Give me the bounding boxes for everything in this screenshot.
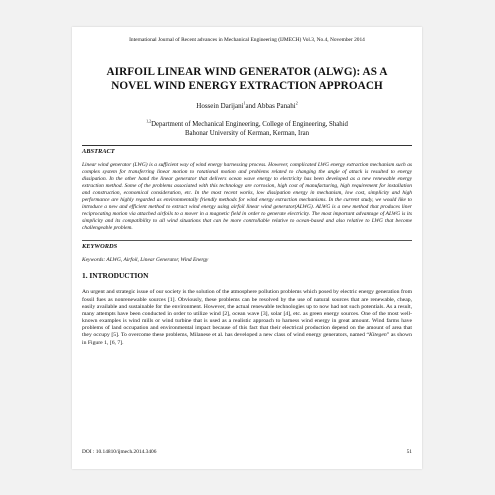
title-line-2: NOVEL WIND ENERGY EXTRACTION APPROACH — [111, 80, 383, 92]
affiliation-superscript: 1,2 — [146, 118, 152, 124]
keywords-heading: KEYWORDS — [82, 242, 118, 250]
page-content — [82, 37, 412, 347]
introduction-text-kitegen: Kitegen — [369, 332, 387, 339]
author-connector: and Abbas Panahi — [245, 102, 296, 110]
abstract-heading: ABSTRACT — [82, 148, 115, 155]
journal-header: International Journal of Recent advances in Mechanical Engineering (IJMECH) Vol.3, No.4, November 2014 — [129, 37, 365, 43]
affiliation-line-1-text: Department of Mechanical Engineering, College of Engineering, Shahid — [151, 121, 348, 128]
author-2-superscript: 2 — [295, 100, 298, 106]
footer-doi: DOI : 10.14810/ijmech.2014.3406 — [82, 449, 157, 455]
abstract-text: Linear wind generator (LWG) is a sufficient way of wind energy harnessing process. However, complicated LWG energy extraction mechanism such as complex system for transferring linear motion to rotational motion and problems related to changing the angle of attack is resulted to energy dissipation. In the other hand the linear generator that delivers ocean wave energy to electricity has been developed as a new renewable energy extraction method. Some of the problems associated with this technology are corrosion, high cost of manufacturing, high requirement for installation and construction, economical consideration, etc. In the most recent works, low dissipation energy in mechanism, low cost, simplicity and high performance are highly regarded as environmentally friendly methods for wind energy extraction mechanisms. In the current study, we would like to introduce a new and efficient method to extract wind energy using airfoil linear wind generator(ALWG). ALWG is a new method that produces liner reciprocating motion via attached airfoils to a mover in a magnetic field in order to generate electricity. The most important advantage of ALWG is its simplicity and its compatibility to all wind situations that can be more controllable relative to ocean-based and also relative to LWG that become challengeable problem. — [82, 162, 412, 231]
title-line-1: AIRFOIL LINEAR WIND GENERATOR (ALWG): AS A — [106, 66, 388, 78]
affiliation-line-2: Bahonar University of Kerman, Kerman, Iran — [185, 129, 309, 137]
keywords-text: Keywords: ALWG, Airfoil, Linear Generator, Wind Energy — [82, 256, 209, 263]
footer-page-number: 51 — [406, 449, 412, 455]
introduction-heading: 1. INTRODUCTION — [82, 271, 149, 281]
abstract-top-rule — [82, 145, 412, 146]
affiliation-line-1 — [82, 118, 412, 130]
keywords-rule — [82, 240, 412, 241]
page-footer — [82, 449, 412, 455]
affiliation — [82, 118, 412, 138]
introduction-text — [82, 289, 412, 346]
authors-line — [82, 102, 412, 111]
paper-page — [72, 27, 422, 469]
author-1-superscript: 1 — [243, 100, 246, 106]
author-1-name: Hossein Darijani — [196, 102, 244, 110]
paper-title — [82, 65, 412, 93]
introduction-text-end: ” as shown in Figure 1, [6, 7]. — [82, 332, 412, 346]
introduction-text-main: An urgent and strategic issue of our society is the solution of the atmosphere pollution problems which posed by electric energy generation from fossil fues as nonrenewable sources [1]. Obviously, these problems can be resolved by the use of natural sources that are renewable, cheap, easily available and sustainable for the environment. However, the actual renewable technologies up to now had not such potentials. As a result, many attempts have been conducted in order to utilize wind [2], ocean wave [3], solar [4], etc. as green energy sources. One of the most well-known examples is wind mills or wind turbine that is used as a realistic approach to harness wind energy in great amount. Wind farms have problems of land occupation and environmental impact because of this fact that their electrical production depend on the amount of area that they occupy [5]. To overcome these problems, Milanese et al. has developed a new class of wind energy generators, named “ — [82, 289, 412, 339]
